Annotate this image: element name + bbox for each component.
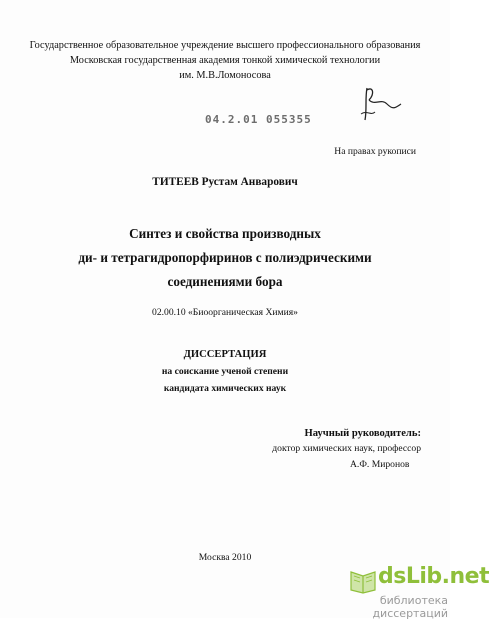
supervisor-label: Научный руководитель:: [304, 428, 421, 439]
title-line-1: Синтез и свойства производных: [129, 226, 321, 241]
dissertation-heading: ДИССЕРТАЦИЯ: [183, 349, 267, 360]
institution-line-3: им. М.В.Ломоносова: [179, 70, 271, 81]
degree-line-1: на соискание ученой степени: [161, 366, 289, 377]
city-year: Москва 2010: [198, 552, 252, 563]
handwritten-signature: [355, 84, 405, 128]
title-line-3: соединениями бора: [167, 274, 283, 289]
dslib-watermark[interactable]: [342, 562, 489, 620]
institution-line-2: Московская государственная академия тонкой химической технологии: [69, 55, 381, 66]
archive-stamp: 04.2.01 055355: [205, 113, 312, 126]
specialty-code: 02.00.10 «Биоорганическая Химия»: [152, 307, 298, 318]
degree-line-2: кандидата химических наук: [163, 383, 287, 394]
watermark-subtitle: библиотека диссертаций: [372, 594, 448, 620]
watermark-title: dsLib.net: [378, 564, 489, 589]
institution-line-1: Государственное образовательное учреждение высшего профессионального образования: [29, 40, 421, 51]
author-name: ТИТЕЕВ Рустам Анварович: [152, 176, 298, 188]
book-icon: [348, 566, 378, 594]
rights-note: На правах рукописи: [334, 146, 416, 157]
supervisor-name: А.Ф. Миронов: [350, 459, 410, 470]
title-line-2: ди- и тетрагидропорфиринов с полиэдрическими: [78, 250, 372, 265]
supervisor-degree: доктор химических наук, профессор: [272, 443, 421, 454]
